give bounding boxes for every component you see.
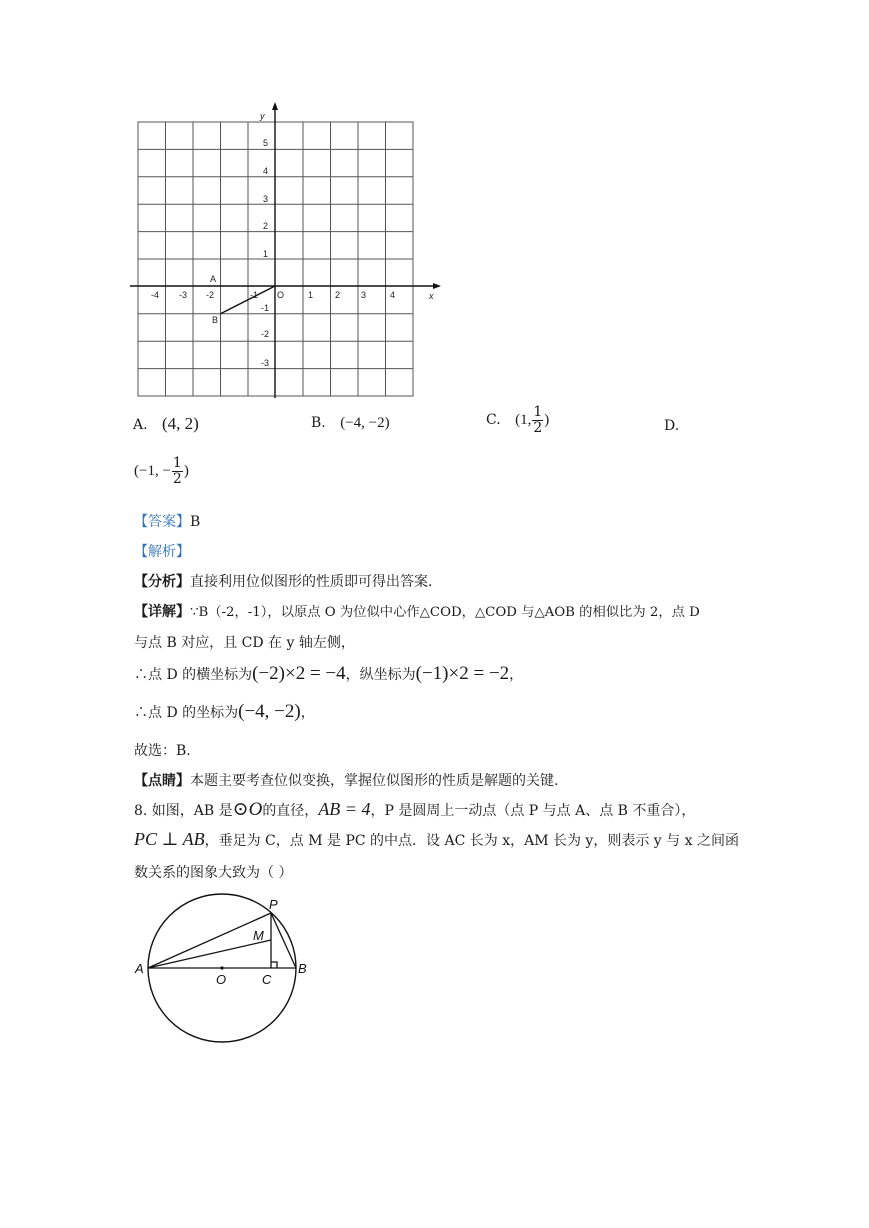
segment-pb	[271, 913, 296, 968]
line3-end: ，	[509, 667, 524, 683]
line3-mid: ，纵坐标为	[345, 667, 416, 683]
x-axis-label: x	[429, 291, 434, 301]
q8-line2-text: ，垂足为 C，点 M 是 PC 的中点．设 AC 长为 x，AM 长为 y，则表示 y 与 x 之间函	[204, 833, 739, 849]
option-c-numerator: 1	[533, 404, 543, 420]
y-tick: 3	[263, 194, 269, 204]
y-tick: 1	[263, 249, 269, 259]
q8-ab-eq: AB = 4	[318, 799, 371, 819]
option-c-pre: (1,	[515, 412, 532, 429]
x-tick: -3	[179, 290, 188, 300]
option-d-fraction	[172, 456, 183, 486]
option-d-label: D.	[664, 418, 680, 434]
xiangjie-tag: 【详解】	[134, 604, 190, 620]
y-tick: -1	[261, 303, 270, 313]
xiangjie-line-5: 故选：B.	[134, 743, 191, 759]
xiangjie-line-4	[134, 701, 315, 723]
q8-pc-perp-ab: PC ⊥ AB	[134, 829, 205, 849]
option-b	[311, 415, 390, 432]
option-b-label: B.	[311, 415, 326, 431]
x-tick: 2	[335, 290, 341, 300]
fenxi-line	[134, 571, 432, 591]
point-a-label: A	[210, 274, 217, 284]
q8-line1-c: ，P 是圆周上一动点（点 P 与点 A、点 B 不重合），	[370, 803, 696, 819]
fenxi-text: 直接利用位似图形的性质即可得出答案.	[190, 574, 433, 590]
q8-line1-a: 8. 如图，AB 是	[134, 803, 233, 819]
option-c	[486, 405, 549, 435]
y-tick: -2	[261, 329, 270, 339]
option-c-post: )	[544, 412, 550, 429]
x-tick: -2	[206, 290, 215, 300]
y-tick: 5	[263, 138, 269, 148]
x-tick: 1	[308, 290, 314, 300]
line4-end: ，	[300, 705, 315, 721]
xiangjie-line1-text: ∵B（-2，-1），以原点 O 为位似中心作△COD，△COD 与△AOB 的相似比为 2，点 D	[190, 605, 700, 620]
x-axis-arrow	[433, 283, 441, 289]
q8-line-1	[134, 798, 695, 821]
option-c-denominator: 2	[533, 419, 543, 436]
label-a: A	[135, 961, 144, 976]
option-a-value: (4, 2)	[162, 414, 199, 433]
label-o: O	[216, 972, 227, 987]
q8-circle-symbol: ⊙	[232, 799, 249, 820]
xiangjie-line-3	[134, 663, 523, 685]
x-tick: 4	[390, 290, 396, 300]
option-d-post: )	[183, 463, 189, 480]
dianjing-text: 本题主要考查位似变换，掌握位似图形的性质是解题的关键.	[190, 773, 559, 789]
coordinate-grid-figure	[128, 100, 448, 402]
answer-line	[134, 511, 200, 531]
line4-math: (−4, −2)	[238, 701, 301, 722]
dianjing-tag: 【点睛】	[134, 773, 190, 789]
answer-tag: 【答案】	[134, 514, 190, 530]
y-tick: 4	[263, 166, 269, 176]
q8-line-3: 数关系的图象大致为（ ）	[134, 865, 293, 881]
option-c-fraction	[532, 405, 543, 435]
y-axis-arrow	[272, 102, 278, 110]
xiangjie-line-1	[134, 601, 700, 621]
y-axis-label: y	[260, 111, 265, 121]
option-a	[133, 414, 199, 434]
option-a-label: A.	[133, 417, 148, 433]
circle-figure	[130, 890, 320, 1048]
answer-value: B	[190, 514, 201, 530]
option-d-denominator: 2	[172, 470, 182, 487]
dianjing-line	[134, 770, 558, 790]
x-tick: 3	[361, 290, 367, 300]
q8-circle-o: O	[248, 799, 263, 820]
axes	[130, 104, 438, 398]
label-p: P	[269, 897, 278, 912]
label-m: M	[253, 928, 264, 943]
x-tick: -4	[151, 290, 160, 300]
analysis-tag: 【解析】	[134, 544, 190, 560]
option-d-pre: (−1, −	[134, 463, 171, 480]
option-d-numerator: 1	[172, 455, 182, 471]
line3-text: ∴点 D 的横坐标为	[134, 667, 253, 683]
fenxi-tag: 【分析】	[134, 574, 190, 590]
q8-line-2	[134, 829, 739, 850]
label-b: B	[298, 961, 307, 976]
y-tick: 2	[263, 221, 269, 231]
x-tick: -1	[250, 290, 259, 300]
xiangjie-line-2: 与点 B 对应，且 CD 在 y 轴左侧，	[134, 635, 355, 651]
label-c: C	[262, 972, 272, 987]
line4-text: ∴点 D 的坐标为	[134, 705, 239, 721]
option-c-label: C.	[486, 412, 501, 429]
line3-math-2: (−1)×2 = −2	[415, 663, 510, 684]
right-angle-mark	[271, 962, 277, 968]
center-dot	[220, 966, 223, 969]
line3-math-1: (−2)×2 = −4	[252, 663, 346, 684]
point-b-label: B	[212, 315, 219, 325]
segment-am	[148, 940, 271, 968]
origin-label: O	[277, 290, 285, 300]
q8-line1-b: 的直径，	[262, 803, 319, 819]
option-d-value	[134, 456, 189, 486]
y-tick: -3	[261, 358, 270, 368]
option-b-value: (−4, −2)	[340, 415, 390, 431]
